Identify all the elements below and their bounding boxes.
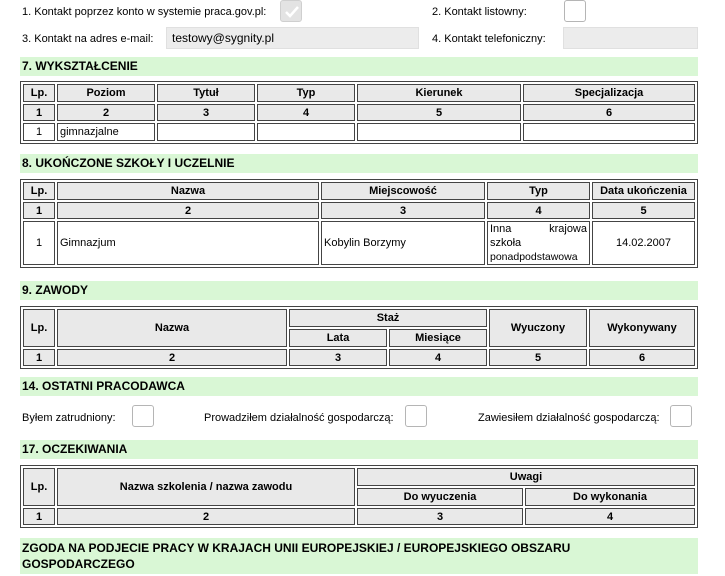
row-kierunek	[357, 123, 521, 141]
header-kierunek: Kierunek	[357, 84, 521, 102]
column-number: 1	[23, 349, 55, 366]
header-lp: Lp.	[23, 309, 55, 347]
professions-section-title: 9. ZAWODY	[20, 281, 698, 300]
column-number: 3	[289, 349, 387, 366]
row-typ	[257, 123, 355, 141]
column-number: 3	[357, 508, 523, 525]
header-lp: Lp.	[23, 182, 55, 200]
employer-section-title: 14. OSTATNI PRACODAWCA	[20, 377, 698, 396]
row-lp: 1	[23, 221, 55, 265]
email-contact-label: 3. Kontakt na adres e-mail:	[22, 33, 154, 45]
column-number: 2	[57, 104, 155, 121]
header-data-ukonczenia: Data ukończenia	[592, 182, 695, 200]
column-number: 1	[23, 104, 55, 121]
professions-table	[20, 306, 698, 369]
header-nazwa: Nazwa szkolenia / nazwa zawodu	[57, 468, 355, 506]
column-number: 2	[57, 508, 355, 525]
employed-checkbox[interactable]	[132, 405, 154, 427]
row-poziom: gimnazjalne	[57, 123, 155, 141]
row-tytul	[157, 123, 255, 141]
column-number: 4	[389, 349, 487, 366]
column-number: 2	[57, 349, 287, 366]
header-typ: Typ	[487, 182, 590, 200]
column-number: 4	[257, 104, 355, 121]
header-miesiace: Miesiące	[389, 329, 487, 347]
header-do-wykonania: Do wykonania	[525, 488, 695, 506]
header-typ: Typ	[257, 84, 355, 102]
portal-contact-label: 1. Kontakt poprzez konto w systemie praca.gov.pl:	[22, 6, 267, 18]
column-number: 1	[23, 202, 55, 219]
header-specjalizacja: Specjalizacja	[523, 84, 695, 102]
header-lp: Lp.	[23, 468, 55, 506]
header-do-wyuczenia: Do wyuczenia	[357, 488, 523, 506]
row-data-ukonczenia: 14.02.2007	[592, 221, 695, 265]
header-staz: Staż	[289, 309, 487, 327]
business-checkbox[interactable]	[405, 405, 427, 427]
column-number: 6	[523, 104, 695, 121]
schools-table	[20, 179, 698, 268]
consent-title-line: GOSPODARCZEGO	[22, 557, 135, 571]
row-typ	[487, 221, 590, 265]
phone-field[interactable]	[563, 27, 698, 49]
table-row	[23, 221, 695, 265]
row-nazwa: Gimnazjum	[57, 221, 319, 265]
suspended-label: Zawiesiłem działalność gospodarczą:	[478, 412, 660, 424]
portal-contact-checkbox[interactable]	[280, 0, 302, 22]
row-miejscowosc: Kobylin Borzymy	[321, 221, 485, 265]
header-wyuczony: Wyuczony	[489, 309, 587, 347]
row-typ-line: szkoła	[490, 237, 522, 249]
header-uwagi: Uwagi	[357, 468, 695, 486]
consent-section-title	[20, 538, 698, 574]
column-number: 2	[57, 202, 319, 219]
consent-title-line: ZGODA NA PODJECIE PRACY W KRAJACH UNII EUROPEJSKIEJ / EUROPEJSKIEGO OBSZARU	[22, 541, 571, 555]
row-typ-line: Inna krajowa	[490, 223, 587, 235]
header-poziom: Poziom	[57, 84, 155, 102]
employed-label: Byłem zatrudniony:	[22, 412, 116, 424]
header-nazwa: Nazwa	[57, 309, 287, 347]
header-lp: Lp.	[23, 84, 55, 102]
header-tytul: Tytuł	[157, 84, 255, 102]
row-lp: 1	[23, 123, 55, 141]
header-miejscowosc: Miejscowość	[321, 182, 485, 200]
email-field[interactable]: testowy@sygnity.pl	[166, 27, 419, 49]
checkmark-icon	[284, 4, 300, 20]
column-number: 5	[592, 202, 695, 219]
column-number: 3	[321, 202, 485, 219]
expectations-table	[20, 465, 698, 528]
table-row	[23, 123, 695, 141]
education-section-title: 7. WYKSZTAŁCENIE	[20, 57, 698, 76]
suspended-checkbox[interactable]	[670, 405, 692, 427]
letter-contact-label: 2. Kontakt listowny:	[432, 6, 527, 18]
column-number: 5	[489, 349, 587, 366]
column-number: 4	[525, 508, 695, 525]
education-table	[20, 81, 698, 144]
column-number: 5	[357, 104, 521, 121]
phone-contact-label: 4. Kontakt telefoniczny:	[432, 33, 546, 45]
column-number: 3	[157, 104, 255, 121]
column-number: 4	[487, 202, 590, 219]
letter-contact-checkbox[interactable]	[564, 0, 586, 22]
schools-section-title: 8. UKOŃCZONE SZKOŁY I UCZELNIE	[20, 154, 698, 173]
row-typ-line: ponadpodstawowa	[490, 251, 578, 263]
column-number: 1	[23, 508, 55, 525]
header-wykonywany: Wykonywany	[589, 309, 695, 347]
header-lata: Lata	[289, 329, 387, 347]
business-label: Prowadziłem działalność gospodarczą:	[204, 412, 394, 424]
column-number: 6	[589, 349, 695, 366]
header-nazwa: Nazwa	[57, 182, 319, 200]
row-specjalizacja	[523, 123, 695, 141]
expectations-section-title: 17. OCZEKIWANIA	[20, 440, 698, 459]
